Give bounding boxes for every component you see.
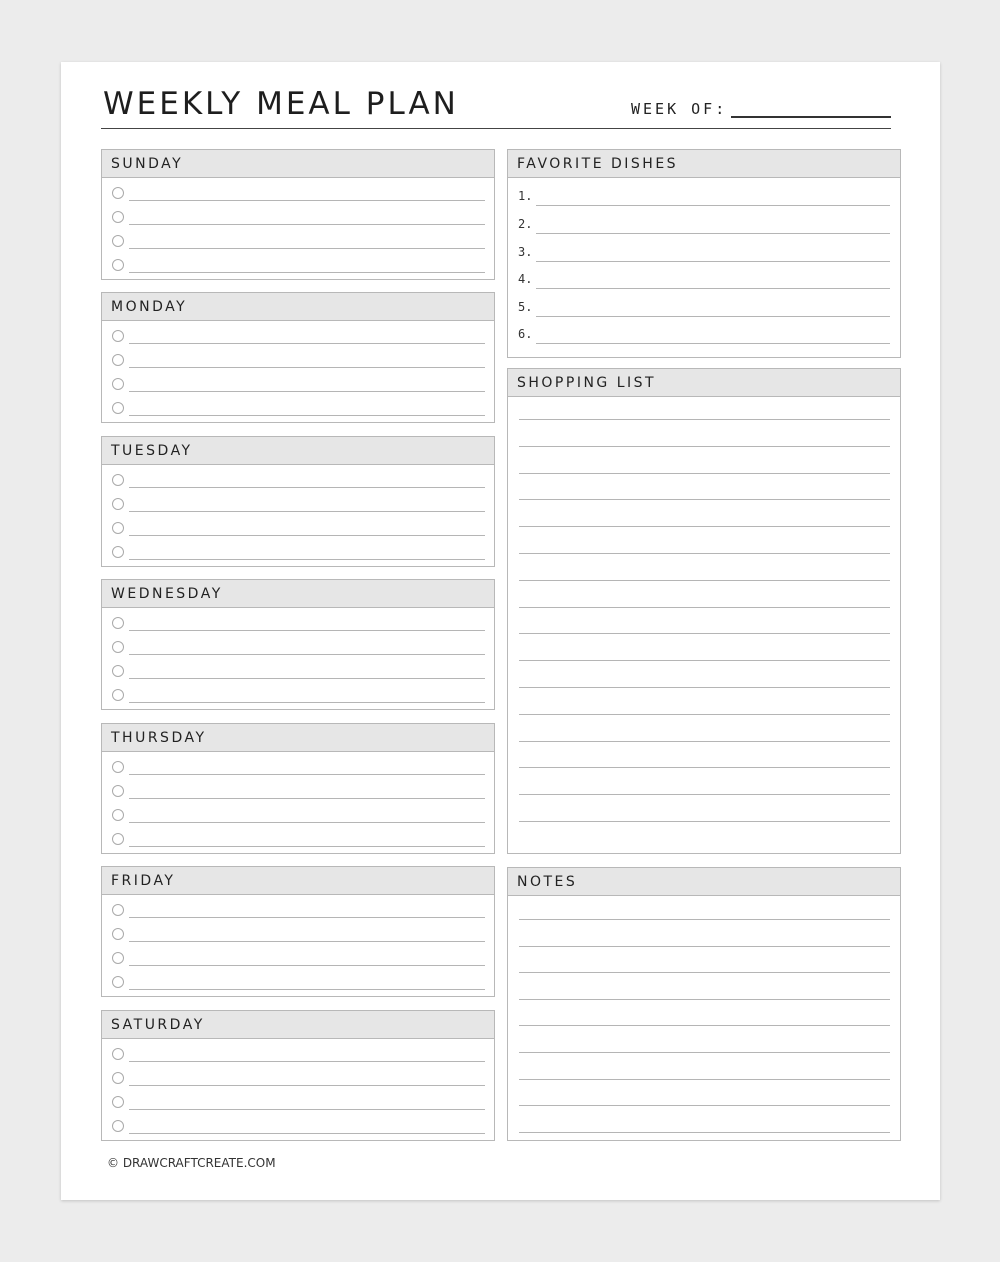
day-box-wednesday — [101, 579, 495, 710]
write-line — [536, 316, 890, 317]
write-line — [129, 917, 485, 918]
meal-row[interactable] — [112, 1042, 485, 1066]
favorite-dishes-box — [507, 149, 901, 358]
dish-row[interactable] — [518, 240, 890, 266]
meal-row[interactable] — [112, 181, 485, 205]
write-line — [129, 391, 485, 392]
write-line — [519, 660, 890, 661]
write-line — [129, 559, 485, 560]
write-line — [129, 535, 485, 536]
shopping-list-box — [507, 368, 901, 854]
meal-row[interactable] — [112, 205, 485, 229]
dish-row[interactable] — [518, 322, 890, 348]
write-line — [519, 999, 890, 1000]
write-line — [536, 261, 890, 262]
checkbox-circle-icon[interactable] — [112, 617, 124, 629]
write-line — [519, 553, 890, 554]
write-line — [519, 1052, 890, 1053]
day-title: THURSDAY — [102, 724, 494, 752]
meal-row[interactable] — [112, 1066, 485, 1090]
meal-row[interactable] — [112, 396, 485, 420]
meal-row[interactable] — [112, 635, 485, 659]
write-line — [129, 965, 485, 966]
day-box-thursday — [101, 723, 495, 854]
checkbox-circle-icon[interactable] — [112, 785, 124, 797]
meal-row[interactable] — [112, 922, 485, 946]
meal-row[interactable] — [112, 779, 485, 803]
dish-number: 6. — [518, 327, 533, 341]
day-box-monday — [101, 292, 495, 423]
checkbox-circle-icon[interactable] — [112, 641, 124, 653]
checkbox-circle-icon[interactable] — [112, 522, 124, 534]
shopping-list-title: SHOPPING LIST — [508, 369, 900, 397]
copyright-footer: © DRAWCRAFTCREATE.COM — [107, 1156, 276, 1170]
checkbox-circle-icon[interactable] — [112, 354, 124, 366]
write-line — [519, 767, 890, 768]
favorite-dishes-title: FAVORITE DISHES — [508, 150, 900, 178]
meal-row[interactable] — [112, 492, 485, 516]
write-line — [129, 1085, 485, 1086]
write-line — [536, 205, 890, 206]
write-line — [519, 687, 890, 688]
checkbox-circle-icon[interactable] — [112, 1120, 124, 1132]
meal-row[interactable] — [112, 229, 485, 253]
write-line — [519, 919, 890, 920]
day-title: SUNDAY — [102, 150, 494, 178]
checkbox-circle-icon[interactable] — [112, 809, 124, 821]
meal-row[interactable] — [112, 827, 485, 851]
meal-row[interactable] — [112, 970, 485, 994]
write-line — [129, 678, 485, 679]
day-title: FRIDAY — [102, 867, 494, 895]
write-line — [519, 821, 890, 822]
write-line — [129, 248, 485, 249]
checkbox-circle-icon[interactable] — [112, 402, 124, 414]
write-line — [129, 798, 485, 799]
meal-row[interactable] — [112, 755, 485, 779]
meal-row[interactable] — [112, 516, 485, 540]
write-line — [519, 633, 890, 634]
header-divider — [101, 128, 891, 129]
dish-number: 5. — [518, 300, 533, 314]
dish-row[interactable] — [518, 295, 890, 321]
write-line — [129, 487, 485, 488]
dish-row[interactable] — [518, 212, 890, 238]
write-line — [519, 741, 890, 742]
checkbox-circle-icon[interactable] — [112, 378, 124, 390]
write-line — [519, 1025, 890, 1026]
write-line — [519, 526, 890, 527]
meal-row[interactable] — [112, 324, 485, 348]
checkbox-circle-icon[interactable] — [112, 928, 124, 940]
write-line — [129, 846, 485, 847]
write-line — [519, 1079, 890, 1080]
checkbox-circle-icon[interactable] — [112, 498, 124, 510]
meal-row[interactable] — [112, 1090, 485, 1114]
meal-row[interactable] — [112, 803, 485, 827]
dish-row[interactable] — [518, 184, 890, 210]
meal-row[interactable] — [112, 348, 485, 372]
dish-number: 1. — [518, 189, 533, 203]
write-line — [129, 822, 485, 823]
write-line — [519, 607, 890, 608]
write-line — [519, 794, 890, 795]
dish-number: 2. — [518, 217, 533, 231]
write-line — [129, 1109, 485, 1110]
write-line — [129, 630, 485, 631]
day-title: MONDAY — [102, 293, 494, 321]
write-line — [519, 419, 890, 420]
dish-number: 4. — [518, 272, 533, 286]
write-line — [129, 989, 485, 990]
meal-row[interactable] — [112, 659, 485, 683]
day-box-tuesday — [101, 436, 495, 567]
notes-box — [507, 867, 901, 1141]
meal-row[interactable] — [112, 683, 485, 707]
checkbox-circle-icon[interactable] — [112, 952, 124, 964]
checkbox-circle-icon[interactable] — [112, 474, 124, 486]
write-line — [129, 941, 485, 942]
write-line — [129, 1061, 485, 1062]
write-line — [129, 200, 485, 201]
checkbox-circle-icon[interactable] — [112, 833, 124, 845]
meal-row[interactable] — [112, 1114, 485, 1138]
write-line — [536, 288, 890, 289]
write-line — [519, 446, 890, 447]
write-line — [129, 272, 485, 273]
meal-row[interactable] — [112, 898, 485, 922]
write-line — [519, 1105, 890, 1106]
checkbox-circle-icon[interactable] — [112, 235, 124, 247]
write-line — [536, 343, 890, 344]
checkbox-circle-icon[interactable] — [112, 761, 124, 773]
write-line — [519, 946, 890, 947]
day-box-friday — [101, 866, 495, 997]
write-line — [519, 1132, 890, 1133]
page-title: WEEKLY MEAL PLAN — [103, 86, 459, 122]
checkbox-circle-icon[interactable] — [112, 1072, 124, 1084]
write-line — [129, 367, 485, 368]
checkbox-circle-icon[interactable] — [112, 976, 124, 988]
write-line — [536, 233, 890, 234]
write-line — [129, 343, 485, 344]
checkbox-circle-icon[interactable] — [112, 211, 124, 223]
write-line — [129, 224, 485, 225]
write-line — [129, 774, 485, 775]
write-line — [519, 972, 890, 973]
write-line — [129, 511, 485, 512]
day-title: SATURDAY — [102, 1011, 494, 1039]
planner-sheet — [61, 62, 940, 1200]
checkbox-circle-icon[interactable] — [112, 187, 124, 199]
checkbox-circle-icon[interactable] — [112, 689, 124, 701]
week-of-field[interactable] — [731, 116, 891, 118]
checkbox-circle-icon[interactable] — [112, 1048, 124, 1060]
day-box-saturday — [101, 1010, 495, 1141]
write-line — [129, 415, 485, 416]
write-line — [519, 499, 890, 500]
meal-row[interactable] — [112, 468, 485, 492]
checkbox-circle-icon[interactable] — [112, 330, 124, 342]
meal-row[interactable] — [112, 540, 485, 564]
write-line — [519, 473, 890, 474]
checkbox-circle-icon[interactable] — [112, 904, 124, 916]
checkbox-circle-icon[interactable] — [112, 665, 124, 677]
dish-row[interactable] — [518, 267, 890, 293]
write-line — [519, 580, 890, 581]
write-line — [519, 714, 890, 715]
dish-number: 3. — [518, 245, 533, 259]
notes-title: NOTES — [508, 868, 900, 896]
day-title: WEDNESDAY — [102, 580, 494, 608]
meal-row[interactable] — [112, 946, 485, 970]
checkbox-circle-icon[interactable] — [112, 259, 124, 271]
checkbox-circle-icon[interactable] — [112, 546, 124, 558]
write-line — [129, 1133, 485, 1134]
write-line — [129, 702, 485, 703]
checkbox-circle-icon[interactable] — [112, 1096, 124, 1108]
write-line — [129, 654, 485, 655]
meal-row[interactable] — [112, 253, 485, 277]
week-of-label: WEEK OF: — [631, 100, 728, 118]
meal-row[interactable] — [112, 372, 485, 396]
meal-row[interactable] — [112, 611, 485, 635]
day-box-sunday — [101, 149, 495, 280]
day-title: TUESDAY — [102, 437, 494, 465]
